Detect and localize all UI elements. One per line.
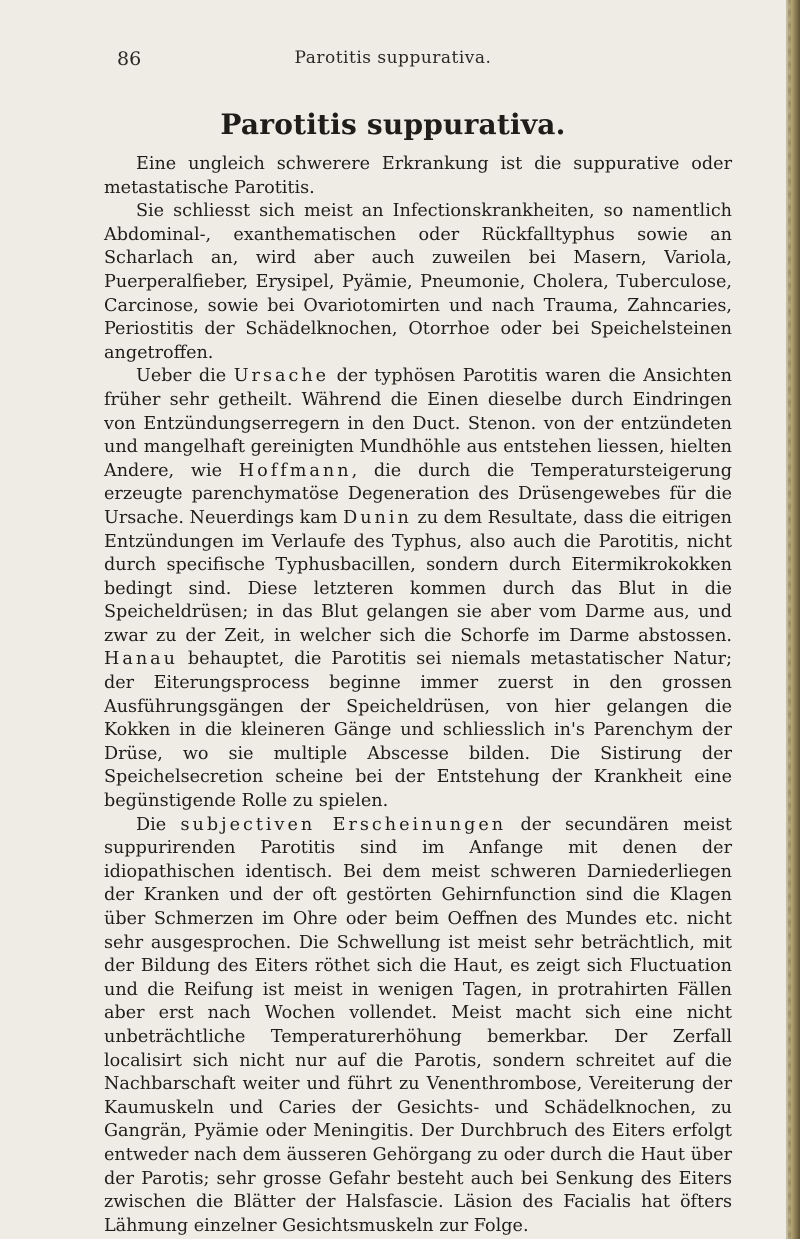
emphasized-term: Hoffmann [238,460,352,481]
emphasized-term: subjectiven Erscheinungen [180,814,507,835]
page-number: 86 [117,48,142,70]
running-title: Parotitis suppurativa. [294,48,492,68]
text-run: zu dem Resultate, dass die eitrigen Entzündungen im Verlaufe des Typhus, also auch die Parotitis, nicht durch specifische Typhusbacillen, sondern durch Eitermikrokokken bedingt sind. Diese letzteren kommen durch das Blut in die Speicheldrüsen; in das Blut gelangen sie aber vom Darme aus, und zwar zu der Zeit, in welcher sich die Schorfe im Darme abstossen. [104,507,732,646]
text-run: der typhösen Parotitis waren die Ansichten früher sehr getheilt. Während die Einen dieselbe durch Eindringen von Entzündungserregern in den Duct. Stenon. von der entzündeten und mangelhaft gereinigten Mundhöhle aus entstehen liessen, hielten Andere, wie [104,366,732,481]
emphasized-term: Hanau [104,649,178,670]
text-run: der secundären meist suppurirenden Parotitis sind im Anfange mit denen der idiopathischen identisch. Bei dem meist schweren Darniederliegen der Kranken und der oft gestörten Gehirnfunction sind die Klagen über Schmerzen im Ohre oder beim Oeffnen des Mundes etc. nicht sehr ausgesprochen. Die Schwellung ist meist sehr beträchtlich, mit der Bildung des Eiters röthet sich die Haut, es zeigt sich Fluctuation und die Reifung ist meist in wenigen Tagen, in protrahirten Fällen aber erst nach Wochen vollendet. Meist macht sich eine nicht unbeträchtliche Temperaturerhöhung bemerkbar. Der Zerfall localisirt sich nicht nur auf die Parotis, sondern schreitet auf die Nachbarschaft weiter und führt zu Venenthrombose, Vereiterung der Kaumuskeln und Caries der Gesichts- und Schädelknochen, zu Gangrän, Pyämie oder Meningitis. Der Durchbruch des Eiters erfolgt entweder nach dem äusseren Gehörgang zu oder durch die Haut über der Parotis; sehr grosse Gefahr besteht auch bei Senkung des Eiters zwischen die Blätter der Halsfascie. Läsion des Facialis hat öfters Lähmung einzelner Gesichtsmuskeln zur Folge. [104,814,732,1236]
running-head [0,48,786,72]
paragraph [104,153,732,200]
text-run: behauptet, die Parotitis sei niemals metastatischer Natur; der Eiterungsprocess beginne immer zuerst in den grossen Ausführungsgängen der Speicheldrüsen, von hier gelangen die Kokken in die kleineren Gänge und schliesslich in's Parenchym der Drüse, wo sie multiple Abscesse bilden. Die Sistirung der Speichelsecretion scheine bei der Entstehung der Krankheit eine begünstigende Rolle zu spielen. [104,649,732,812]
paragraph [104,365,732,813]
page-edge [786,0,800,1239]
text-run: Eine ungleich schwerere Erkrankung ist die suppurative oder metastatische Parotitis. [104,154,732,198]
text-run: Die [136,814,181,835]
emphasized-term: Ursache [233,366,330,387]
chapter-title: Parotitis suppurativa. [220,108,566,141]
text-run: Ueber die [136,366,234,387]
body-text [104,153,732,1238]
text-run: , die durch die Temperatursteigerung erzeugte parenchymatöse Degeneration des Drüsengewebes für die Ursache. Neuerdings kam [104,460,732,528]
emphasized-term: Dunin [343,507,412,528]
paragraph [104,200,732,365]
paragraph [104,814,732,1239]
text-run: Sie schliesst sich meist an Infectionskrankheiten, so namentlich Abdominal-, exanthematischen oder Rückfalltyphus sowie an Scharlach an, wird aber auch zuweilen bei Masern, Variola, Puerperalfieber, Erysipel, Pyämie, Pneumonie, Cholera, Tuberculose, Carcinose, sowie bei Ovariotomirten und nach Trauma, Zahncaries, Periostitis der Schädelknochen, Otorrhoe oder bei Speichelsteinen angetroffen. [104,201,732,363]
